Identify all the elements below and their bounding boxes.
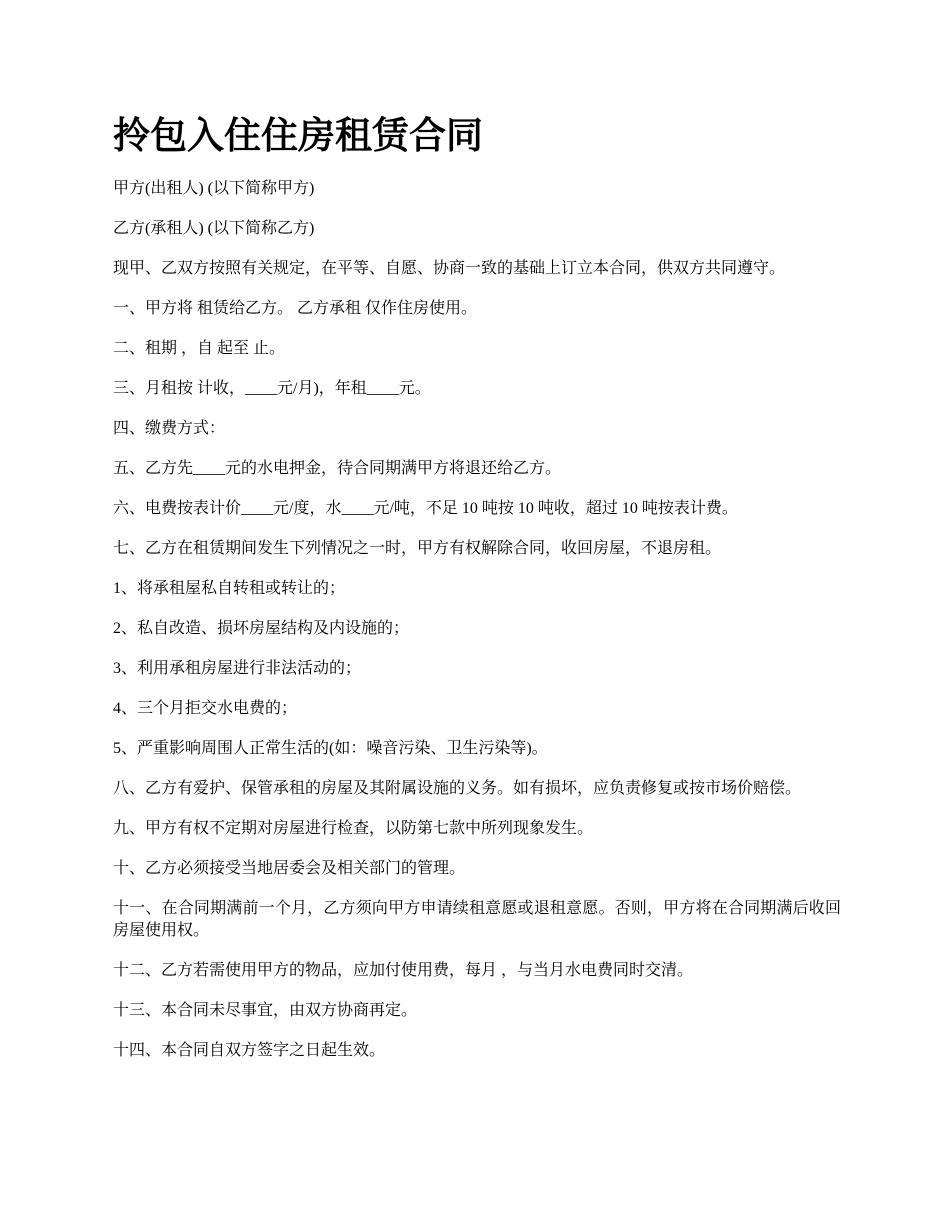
clause-9: 九、甲方有权不定期对房屋进行检查，以防第七款中所列现象发生。: [113, 820, 594, 837]
clause-2: 二、租期 ，自 起至 止。: [113, 340, 286, 357]
clause-11: 十一、在合同期满前一个月，乙方须向甲方申请续租意愿或退租意愿。否则，甲方将在合同期满后收回房屋使用权。: [113, 900, 841, 939]
clause-8: 八、乙方有爱护、保管承租的房屋及其附属设施的义务。如有损坏，应负责修复或按市场价赔偿。: [113, 780, 802, 797]
clause-7-item-4: 4、三个月拒交水电费的；: [113, 700, 298, 717]
clause-7-item-2: 2、私自改造、损坏房屋结构及内设施的；: [113, 620, 410, 637]
clause-4: 四、缴费方式：: [113, 420, 226, 437]
document-body: [113, 178, 841, 1080]
clause-1: 一、甲方将 租赁给乙方。 乙方承租 仅作住房使用。: [113, 300, 478, 317]
clause-13: 十三、本合同未尽事宜，由双方协商再定。: [113, 1002, 418, 1019]
clause-7-item-5: 5、严重影响周围人正常生活的(如：噪音污染、卫生污染等)。: [113, 740, 548, 757]
clause-5: 五、乙方先____元的水电押金，待合同期满甲方将退还给乙方。: [113, 460, 562, 477]
clause-7-item-3: 3、利用承租房屋进行非法活动的；: [113, 660, 362, 677]
party-b-line: 乙方(承租人) (以下简称乙方): [113, 220, 315, 237]
clause-7-item-1: 1、将承租屋私自转租或转让的；: [113, 580, 346, 597]
clause-3: 三、月租按 计收，____元/月)，年租____元。: [113, 380, 431, 397]
party-a-line: 甲方(出租人) (以下简称甲方): [113, 180, 315, 197]
clause-12: 十二、乙方若需使用甲方的物品，应加付使用费，每月 ，与当月水电费同时交清。: [113, 962, 694, 979]
clause-14: 十四、本合同自双方签字之日起生效。: [113, 1042, 386, 1059]
clause-6: 六、电费按表计价____元/度，水____元/吨，不足 10 吨按 10 吨收，超过 10 吨按表计费。: [113, 500, 738, 517]
clause-10: 十、乙方必须接受当地居委会及相关部门的管理。: [113, 860, 466, 877]
preamble-paragraph: 现甲、乙双方按照有关规定，在平等、自愿、协商一致的基础上订立本合同，供双方共同遵守。: [113, 260, 786, 277]
document-title: 拎包入住住房租赁合同: [113, 113, 483, 157]
clause-7: 七、乙方在租赁期间发生下列情况之一时，甲方有权解除合同，收回房屋，不退房租。: [113, 540, 722, 557]
